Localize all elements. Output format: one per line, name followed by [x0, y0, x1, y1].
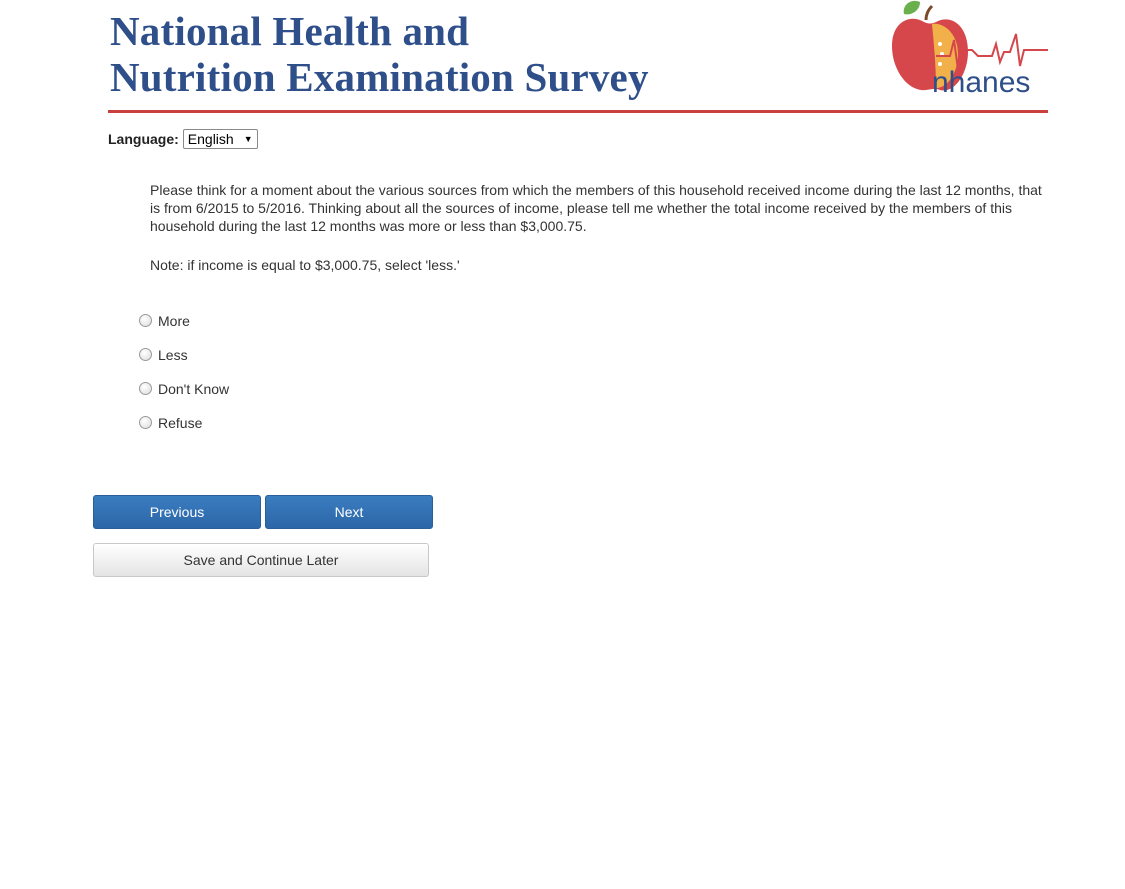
apple-leaf-icon: [904, 1, 920, 14]
nhanes-logo: [892, 0, 1048, 100]
question-block: [150, 181, 1045, 274]
option-label: Less: [158, 347, 188, 363]
previous-button[interactable]: Previous: [93, 495, 261, 529]
option-label: Refuse: [158, 415, 203, 431]
radio-button[interactable]: [139, 348, 152, 361]
next-button[interactable]: Next: [265, 495, 433, 529]
apple-stem-icon: [926, 6, 932, 20]
site-title: [110, 8, 649, 100]
question-note: Note: if income is equal to $3,000.75, select 'less.': [150, 257, 460, 273]
option-label: More: [158, 313, 190, 329]
header: [108, 0, 1048, 114]
language-selected-value: English: [187, 131, 234, 147]
chevron-down-icon: ▼: [243, 134, 253, 144]
site-title-line-1: National Health and: [110, 8, 470, 54]
language-row: [108, 129, 258, 149]
option-less[interactable]: [139, 345, 229, 365]
radio-button[interactable]: [139, 382, 152, 395]
answer-options: [139, 311, 229, 447]
option-label: Don't Know: [158, 381, 230, 397]
language-label: Language:: [108, 131, 179, 147]
radio-button[interactable]: [139, 416, 152, 429]
navigation-buttons: [93, 495, 437, 529]
logo-text: nhanes: [932, 66, 1031, 99]
radio-button[interactable]: [139, 314, 152, 327]
question-text: Please think for a moment about the various sources from which the members of this household received income during the last 12 months, that is from 6/2015 to 5/2016. Thinking about all the sources of income, please tell me whether the total income received by the members of this household during the last 12 months was more or less than $3,000.75.: [150, 182, 1042, 234]
option-dont-know[interactable]: [139, 379, 229, 399]
site-title-line-2: Nutrition Examination Survey: [110, 54, 649, 100]
save-and-continue-later-button[interactable]: Save and Continue Later: [93, 543, 429, 577]
language-select[interactable]: [183, 129, 258, 149]
option-refuse[interactable]: [139, 413, 229, 433]
option-more[interactable]: [139, 311, 229, 331]
header-divider: [108, 110, 1048, 113]
